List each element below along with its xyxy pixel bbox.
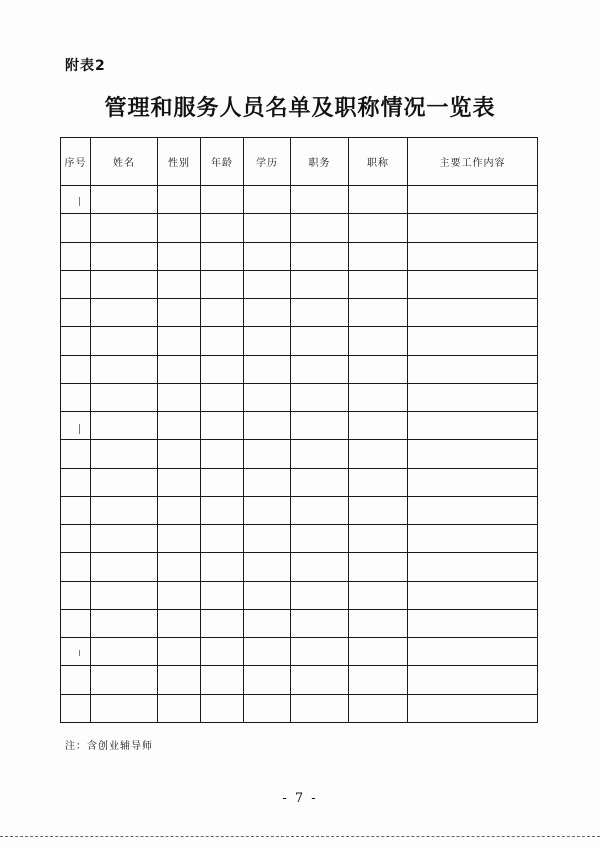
table-cell	[201, 412, 244, 440]
table-cell	[408, 214, 538, 242]
table-cell	[158, 242, 201, 270]
table-cell	[61, 496, 91, 524]
table-cell	[349, 214, 408, 242]
table-cell	[158, 525, 201, 553]
table-cell	[291, 666, 349, 694]
table-row	[61, 355, 538, 383]
table-cell	[408, 553, 538, 581]
header-professional-title: 职称	[349, 138, 408, 186]
table-cell	[291, 299, 349, 327]
table-cell	[244, 581, 291, 609]
scan-mark	[79, 424, 80, 434]
table-cell	[244, 355, 291, 383]
table-cell	[61, 355, 91, 383]
table-cell	[408, 327, 538, 355]
table-cell	[91, 666, 158, 694]
table-cell	[91, 355, 158, 383]
table-cell	[244, 270, 291, 298]
table-cell	[61, 694, 91, 723]
table-cell	[158, 440, 201, 468]
table-cell	[61, 638, 91, 666]
table-cell	[61, 214, 91, 242]
table-cell	[61, 327, 91, 355]
table-cell	[91, 553, 158, 581]
table-cell	[408, 609, 538, 637]
table-row	[61, 383, 538, 411]
table-cell	[291, 242, 349, 270]
header-gender: 性别	[158, 138, 201, 186]
table-cell	[158, 327, 201, 355]
table-cell	[201, 186, 244, 214]
table-cell	[158, 666, 201, 694]
document-title: 管理和服务人员名单及职称情况一览表	[104, 95, 496, 121]
table-row	[61, 666, 538, 694]
header-age: 年龄	[201, 138, 244, 186]
table-cell	[291, 468, 349, 496]
table-cell	[408, 694, 538, 723]
table-cell	[244, 412, 291, 440]
table-cell	[291, 553, 349, 581]
table-cell	[408, 412, 538, 440]
table-cell	[349, 609, 408, 637]
table-cell	[61, 412, 91, 440]
table-cell	[201, 327, 244, 355]
table-row	[61, 638, 538, 666]
table-cell	[291, 581, 349, 609]
table-row	[61, 214, 538, 242]
table-cell	[91, 581, 158, 609]
table-cell	[158, 186, 201, 214]
table-cell	[349, 666, 408, 694]
table-cell	[244, 694, 291, 723]
staff-roster-table	[60, 137, 538, 723]
table-cell	[61, 299, 91, 327]
scan-mark	[79, 650, 80, 656]
table-cell	[201, 694, 244, 723]
table-cell	[408, 525, 538, 553]
table-cell	[61, 666, 91, 694]
table-cell	[408, 468, 538, 496]
header-main-duties: 主要工作内容	[408, 138, 538, 186]
table-cell	[349, 553, 408, 581]
table-cell	[244, 638, 291, 666]
table-cell	[158, 638, 201, 666]
table-cell	[408, 666, 538, 694]
table-cell	[244, 496, 291, 524]
table-cell	[61, 242, 91, 270]
footnote: 注：含创业辅导师	[65, 741, 153, 752]
table-cell	[349, 638, 408, 666]
table-cell	[61, 270, 91, 298]
page-number: - 7 -	[282, 791, 318, 806]
table-cell	[158, 383, 201, 411]
table-cell	[91, 638, 158, 666]
table-cell	[291, 440, 349, 468]
table-cell	[349, 412, 408, 440]
table-cell	[158, 299, 201, 327]
table-cell	[201, 214, 244, 242]
table-row	[61, 186, 538, 214]
table-cell	[349, 496, 408, 524]
table-cell	[349, 270, 408, 298]
table-cell	[158, 270, 201, 298]
table-cell	[201, 553, 244, 581]
table-cell	[91, 270, 158, 298]
table-cell	[158, 468, 201, 496]
table-row	[61, 581, 538, 609]
table-cell	[201, 270, 244, 298]
table-cell	[244, 553, 291, 581]
header-position: 职务	[291, 138, 349, 186]
table-cell	[91, 412, 158, 440]
table-row	[61, 553, 538, 581]
table-cell	[61, 186, 91, 214]
table-cell	[291, 270, 349, 298]
table-cell	[291, 186, 349, 214]
table-cell	[408, 186, 538, 214]
table-cell	[349, 355, 408, 383]
table-cell	[349, 468, 408, 496]
table-cell	[91, 299, 158, 327]
table-row	[61, 440, 538, 468]
table-cell	[158, 694, 201, 723]
table-row	[61, 327, 538, 355]
scan-mark	[79, 197, 80, 206]
table-cell	[291, 609, 349, 637]
table-cell	[408, 440, 538, 468]
page-bottom-rule	[0, 836, 600, 837]
table-cell	[201, 440, 244, 468]
table-cell	[201, 299, 244, 327]
table-cell	[201, 496, 244, 524]
table-cell	[244, 299, 291, 327]
table-cell	[201, 525, 244, 553]
table-cell	[91, 440, 158, 468]
table-cell	[408, 638, 538, 666]
table-cell	[61, 383, 91, 411]
table-cell	[349, 383, 408, 411]
annex-label: 附表2	[65, 58, 106, 74]
table-cell	[158, 412, 201, 440]
table-row	[61, 694, 538, 723]
table-row	[61, 242, 538, 270]
table-cell	[91, 242, 158, 270]
table-cell	[244, 242, 291, 270]
table-row	[61, 270, 538, 298]
table-cell	[349, 525, 408, 553]
table-cell	[61, 440, 91, 468]
table-row	[61, 468, 538, 496]
table-cell	[201, 355, 244, 383]
table-cell	[61, 609, 91, 637]
table-cell	[201, 609, 244, 637]
table-cell	[244, 214, 291, 242]
table-cell	[244, 440, 291, 468]
table-cell	[408, 299, 538, 327]
table-row	[61, 299, 538, 327]
table-cell	[201, 468, 244, 496]
table-cell	[291, 355, 349, 383]
table-row	[61, 496, 538, 524]
table-cell	[408, 242, 538, 270]
table-cell	[91, 609, 158, 637]
table-cell	[244, 327, 291, 355]
table-cell	[91, 525, 158, 553]
table-cell	[201, 581, 244, 609]
header-serial-number: 序号	[61, 138, 91, 186]
table-cell	[61, 525, 91, 553]
table-cell	[158, 214, 201, 242]
table-cell	[291, 638, 349, 666]
table-cell	[244, 525, 291, 553]
table-row	[61, 412, 538, 440]
table-cell	[349, 694, 408, 723]
header-name: 姓名	[91, 138, 158, 186]
table-header-row	[61, 138, 538, 186]
table-cell	[291, 525, 349, 553]
table-cell	[291, 496, 349, 524]
table-cell	[349, 299, 408, 327]
table-cell	[158, 609, 201, 637]
table-cell	[291, 412, 349, 440]
table-cell	[158, 553, 201, 581]
table-cell	[201, 638, 244, 666]
table-cell	[158, 355, 201, 383]
table-row	[61, 525, 538, 553]
table-cell	[201, 242, 244, 270]
table-cell	[408, 355, 538, 383]
table-cell	[61, 468, 91, 496]
table-cell	[158, 581, 201, 609]
table-cell	[91, 496, 158, 524]
table-row	[61, 609, 538, 637]
table-cell	[349, 581, 408, 609]
table-cell	[91, 214, 158, 242]
table-cell	[201, 383, 244, 411]
table-cell	[91, 468, 158, 496]
table-cell	[244, 383, 291, 411]
table-cell	[349, 186, 408, 214]
table-cell	[291, 383, 349, 411]
table-cell	[201, 666, 244, 694]
table-cell	[61, 581, 91, 609]
header-education: 学历	[244, 138, 291, 186]
table-cell	[91, 383, 158, 411]
table-cell	[408, 581, 538, 609]
table-cell	[244, 609, 291, 637]
table-cell	[91, 694, 158, 723]
table-cell	[408, 496, 538, 524]
table-cell	[291, 694, 349, 723]
table-cell	[291, 214, 349, 242]
table-cell	[158, 496, 201, 524]
table-cell	[349, 327, 408, 355]
table-cell	[408, 270, 538, 298]
table-cell	[244, 468, 291, 496]
table-cell	[61, 553, 91, 581]
table-body	[61, 186, 538, 723]
table-cell	[91, 327, 158, 355]
table-cell	[91, 186, 158, 214]
table-cell	[244, 186, 291, 214]
table-cell	[349, 242, 408, 270]
table-cell	[349, 440, 408, 468]
table-cell	[408, 383, 538, 411]
table-cell	[244, 666, 291, 694]
table-cell	[291, 327, 349, 355]
